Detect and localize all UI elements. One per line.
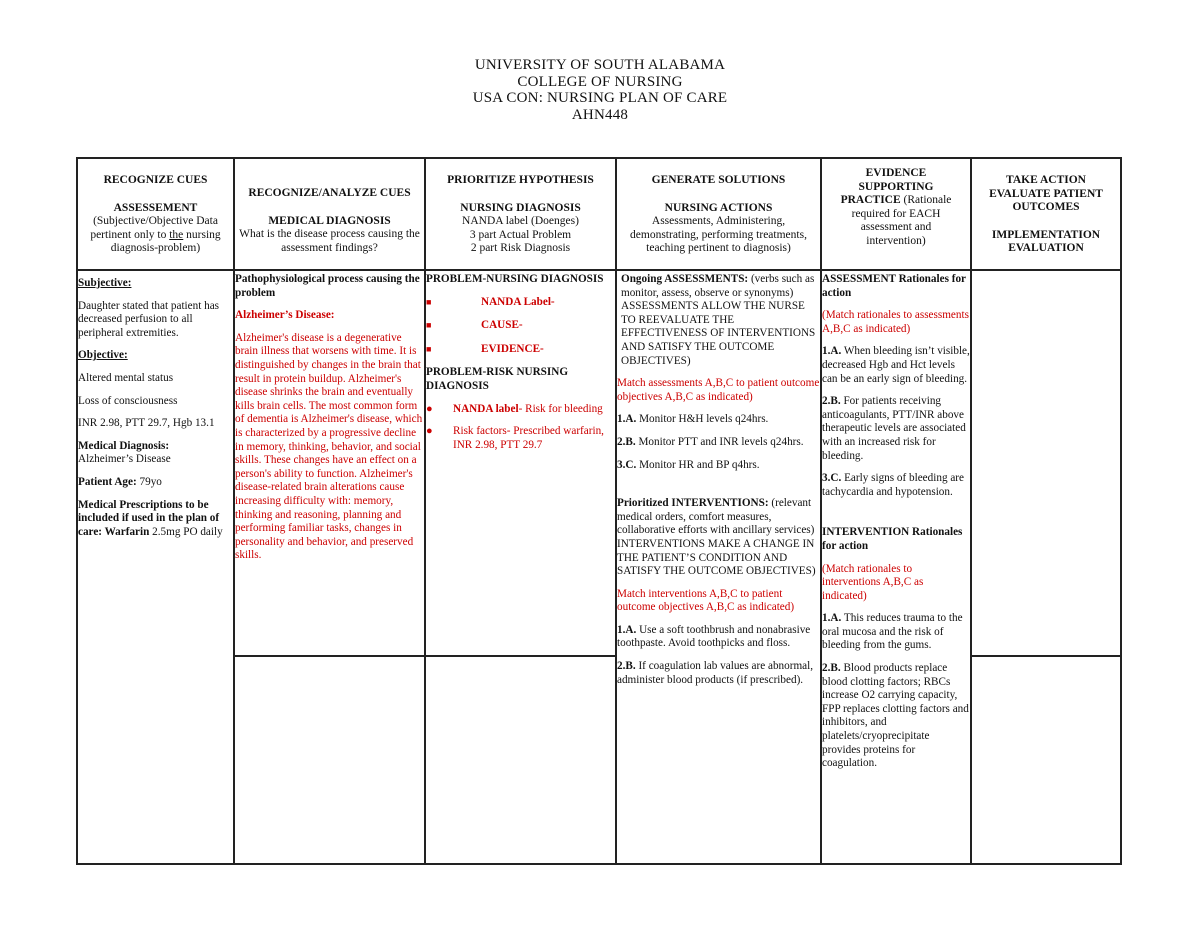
match-interventions-note: Match interventions A,B,C to patient outcome objectives A,B,C as indicated): [617, 587, 795, 614]
medical-prescriptions: Medical Prescriptions to be included if used in the plan of care: Warfarin 2.5mg PO daily: [78, 498, 223, 538]
evaluation-cell: [971, 270, 1121, 656]
intervention-rationale-note: (Match rationales to interventions A,B,C as indicated): [822, 562, 924, 602]
risk-dx-list: [426, 403, 615, 453]
objective-item: INR 2.98, PTT 29.7, Hgb 13.1: [78, 417, 215, 430]
subjective-text: Daughter stated that patient has decreased perfusion to all peripheral extremities.: [78, 299, 220, 339]
subjective-label: Subjective:: [78, 277, 132, 289]
disease-description: Alzheimer's disease is a degenerative brain illness that worsens with time. It is distinguished by changes in the brain that result in protein buildup. Alzheimer's disease shrinks the brain and eventually kills brain cells. The most common form of dementia is Alzheimer's disease, which is characterized by a progressive decline in memory, thinking, behavior, and social skills. These changes have an effect on a person's ability to function. Alzheimer's disease-related brain alterations cause increasing difficulty with: memory, thinking and reasoning, planning and performing familiar tasks, changes in personality and behavior, and preserved skills.: [235, 331, 423, 562]
col-header-recognize-cues: RECOGNIZE CUES ASSESSEMENT (Subjective/Objective Data pertinent only to the nursing diagnosis-problem): [77, 158, 234, 270]
list-item: ● NANDA label- Risk for bleeding: [426, 402, 603, 415]
rationale-item: 2.B. Blood products replace blood clotting factors; RBCs increase O2 carrying capacity, FPP replaces clotting factors and inhibitors, and platelets/cryoprecipitate provides proteins for coagulation.: [822, 662, 969, 770]
risk-nursing-dx-title: PROBLEM-RISK NURSING DIAGNOSIS: [426, 366, 569, 392]
evaluation-cell-lower: [971, 656, 1121, 864]
nursing-diagnosis-cell: [425, 270, 616, 656]
intervention-item: 2.B. If coagulation lab values are abnormal, administer blood products (if prescribed).: [617, 660, 814, 686]
plan-of-care-table: [76, 157, 1122, 865]
problem-nursing-dx-title: PROBLEM-NURSING DIAGNOSIS: [426, 273, 604, 285]
header-row: [77, 158, 1121, 270]
content-row: [77, 270, 1121, 656]
medical-diagnosis: Medical Diagnosis: Alzheimer’s Disease: [78, 439, 171, 466]
document-header: [0, 57, 1200, 123]
assessment-rationale-title: ASSESSMENT Rationales for action: [822, 273, 966, 299]
problem-dx-list: [426, 296, 615, 357]
pathophys-title: Pathophysiological process causing the problem: [235, 273, 420, 299]
medical-diagnosis-cell: [234, 270, 425, 656]
list-item: ■ NANDA Label-: [426, 295, 555, 308]
square-bullet-icon: ■: [426, 320, 432, 331]
college-name: COLLEGE OF NURSING: [517, 73, 683, 90]
intervention-rationale-title: INTERVENTION Rationales for action: [822, 526, 963, 552]
square-bullet-icon: ■: [426, 296, 432, 307]
disease-name: Alzheimer’s Disease:: [235, 309, 335, 322]
list-item: ■ CAUSE-: [426, 319, 523, 332]
nursing-actions-cell: [616, 270, 821, 864]
col-header-analyze-cues: RECOGNIZE/ANALYZE CUES MEDICAL DIAGNOSIS What is the disease process causing the assessment findings?: [234, 158, 425, 270]
round-bullet-icon: ●: [426, 402, 433, 415]
university-name: UNIVERSITY OF SOUTH ALABAMA: [474, 57, 726, 73]
medical-diagnosis-cell-lower: [234, 656, 425, 864]
list-item: ■ EVIDENCE-: [426, 342, 544, 355]
assessment-item: 3.C. Monitor HR and BP q4hrs.: [617, 458, 760, 471]
evidence-cell: [821, 270, 971, 864]
nursing-diagnosis-cell-lower: [425, 656, 616, 864]
rationale-item: 1.A. This reduces trauma to the oral mucosa and the risk of bleeding from the gums.: [822, 612, 963, 652]
objective-item: Altered mental status: [78, 371, 174, 384]
rationale-item: 2.B. For patients receiving anticoagulants, PTT/INR above therapeutic levels are associated with an increased risk for bleeding.: [822, 395, 966, 462]
rationale-item: 3.C. Early signs of bleeding are tachycardia and hypotension.: [822, 472, 964, 498]
rationale-item: 1.A. When bleeding isn’t visible, decreased Hgb and Hct levels can be an early sign of bleeding.: [822, 345, 970, 385]
col-header-generate-solutions: GENERATE SOLUTIONS NURSING ACTIONS Assessments, Administering, demonstrating, performing treatments, teaching pertinent to diagnosis): [616, 158, 821, 270]
ongoing-assessments: Ongoing ASSESSMENTS: (verbs such as monitor, assess, observe or synonyms) ASSESSMENTS ALLOW THE NURSE TO REEVALUATE THE EFFECTIVENESS OF INTERVENTIONS AND SATISFY THE OUTCOME OBJECTIVES): [621, 273, 816, 367]
patient-age: Patient Age: 79yo: [78, 475, 162, 488]
assessment-item: 1.A. Monitor H&H levels q24hrs.: [617, 413, 769, 426]
col-header-evidence-practice: EVIDENCE SUPPORTING PRACTICE (Rationale required for EACH assessment and intervention): [821, 158, 971, 270]
col-header-prioritize-hypothesis: PRIORITIZE HYPOTHESIS NURSING DIAGNOSIS NANDA label (Doenges) 3 part Actual Problem 2 part Risk Diagnosis: [425, 158, 616, 270]
objective-label: Objective:: [78, 349, 128, 362]
assessment-item: 2.B. Monitor PTT and INR levels q24hrs.: [617, 435, 804, 448]
intervention-item: 1.A. Use a soft toothbrush and nonabrasive toothpaste. Avoid toothpicks and floss.: [617, 623, 811, 650]
objective-item: Loss of consciousness: [78, 394, 178, 407]
col-header-take-action: TAKE ACTION EVALUATE PATIENT OUTCOMES IMPLEMENTATION EVALUATION: [971, 158, 1121, 270]
plan-title: USA CON: NURSING PLAN OF CARE: [472, 90, 728, 106]
list-item: ● Risk factors- Prescribed warfarin, INR 2.98, PTT 29.7: [426, 425, 604, 451]
assessment-cell: [77, 270, 234, 864]
match-assessments-note: Match assessments A,B,C to patient outcome objectives A,B,C as indicated): [617, 377, 820, 403]
course-code: AHN448: [571, 106, 629, 123]
round-bullet-icon: ●: [426, 425, 433, 438]
assessment-rationale-note: (Match rationales to assessments A,B,C as indicated): [822, 309, 969, 335]
prioritized-interventions: Prioritized INTERVENTIONS: (relevant medical orders, comfort measures, collaborative efforts with ancillary services) INTERVENTIONS MAKE A CHANGE IN THE PATIENT’S CONDITION AND SATISFY THE OUTCOME OBJECTIVES): [617, 497, 816, 578]
square-bullet-icon: ■: [426, 343, 432, 354]
